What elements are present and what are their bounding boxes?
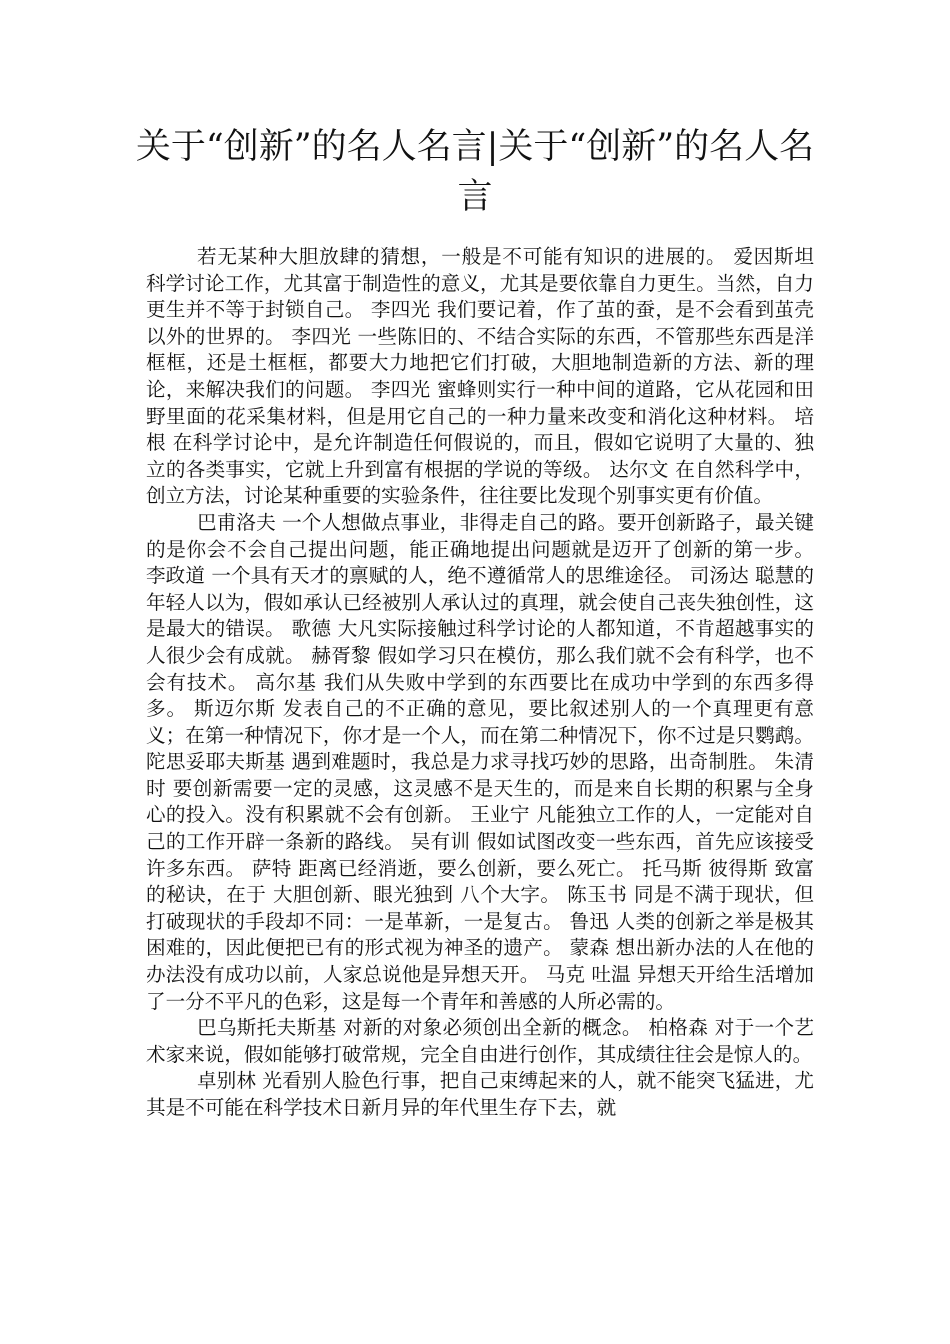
paragraph-1: 若无某种大胆放肆的猜想，一般是不可能有知识的进展的。 爱因斯坦 科学讨论工作，尤其富于制造性的意义，尤其是要依靠自力更生。当然，自力更生并不等于封锁自己。 李四光 我们要记着，作了茧的蚕，是不会看到茧壳以外的世界的。 李四光 一些陈旧的、不结合实际的东西，不管那些东西是洋框框，还是土框框，都要大力地把它们打破，大胆地制造新的方法、新的理论，来解决我们的问题。 李四光 蜜蜂则实行一种中间的道路，它从花园和田野里面的花采集材料，但是用它自己的一种力量来改变和消化这种材料。 培根 在科学讨论中，是允许制造任何假说的，而且，假如它说明了大量的、独立的各类事实，它就上升到富有根据的学说的等级。 达尔文 在自然科学中，创立方法，讨论某种重要的实验条件，往往要比发现个别事实更有价值。: [146, 245, 814, 508]
document-body: [146, 244, 814, 1122]
paragraph-3: 巴乌斯托夫斯基 对新的对象必须创出全新的概念。 柏格森 对于一个艺术家来说，假如能够打破常规，完全自由进行创作，其成绩往往会是惊人的。: [146, 1016, 814, 1066]
document-title: 关于“创新”的名人名言|关于“创新”的名人名言: [135, 127, 815, 217]
paragraph-2: 巴甫洛夫 一个人想做点事业，非得走自己的路。要开创新路子，最关键的是你会不会自己提出问题，能正确地提出问题就是迈开了创新的第一步。 李政道 一个具有天才的禀赋的人，绝不遵循常人的思维途径。 司汤达 聪慧的年轻人以为，假如承认已经被别人承认过的真理，就会使自己丧失独创性，这是最大的错误。 歌德 大凡实际接触过科学讨论的人都知道，不肯超越事实的人很少会有成就。 赫胥黎 假如学习只在模仿，那么我们就不会有科学，也不会有技术。 高尔基 我们从失败中学到的东西要比在成功中学到的东西多得多。 斯迈尔斯 发表自己的不正确的意见，要比叙述别人的一个真理更有意义；在第一种情况下，你才是一个人，而在第二种情况下，你不过是只鹦鹉。 陀思妥耶夫斯基 遇到难题时，我总是力求寻找巧妙的思路，出奇制胜。 朱清时 要创新需要一定的灵感，这灵感不是天生的，而是来自长期的积累与全身心的投入。没有积累就不会有创新。 王业宁 凡能独立工作的人，一定能对自己的工作开辟一条新的路线。 吴有训 假如试图改变一些东西，首先应该接受许多东西。 萨特 距离已经消逝，要么创新，要么死亡。 托马斯 彼得斯 致富的秘诀，在于 大胆创新、眼光独到 八个大字。 陈玉书 同是不满于现状，但打破现状的手段却不同：一是革新，一是复古。 鲁迅 人类的创新之举是极其困难的，因此便把已有的形式视为神圣的遗产。 蒙森 想出新办法的人在他的办法没有成功以前，人家总说他是异想天开。 马克 吐温 异想天开给生活增加了一分不平凡的色彩，这是每一个青年和善感的人所必需的。: [146, 510, 814, 1013]
paragraph-4: 卓别林 光看别人脸色行事，把自己束缚起来的人，就不能突飞猛进，尤其是不可能在科学技术日新月异的年代里生存下去，就: [146, 1069, 814, 1119]
